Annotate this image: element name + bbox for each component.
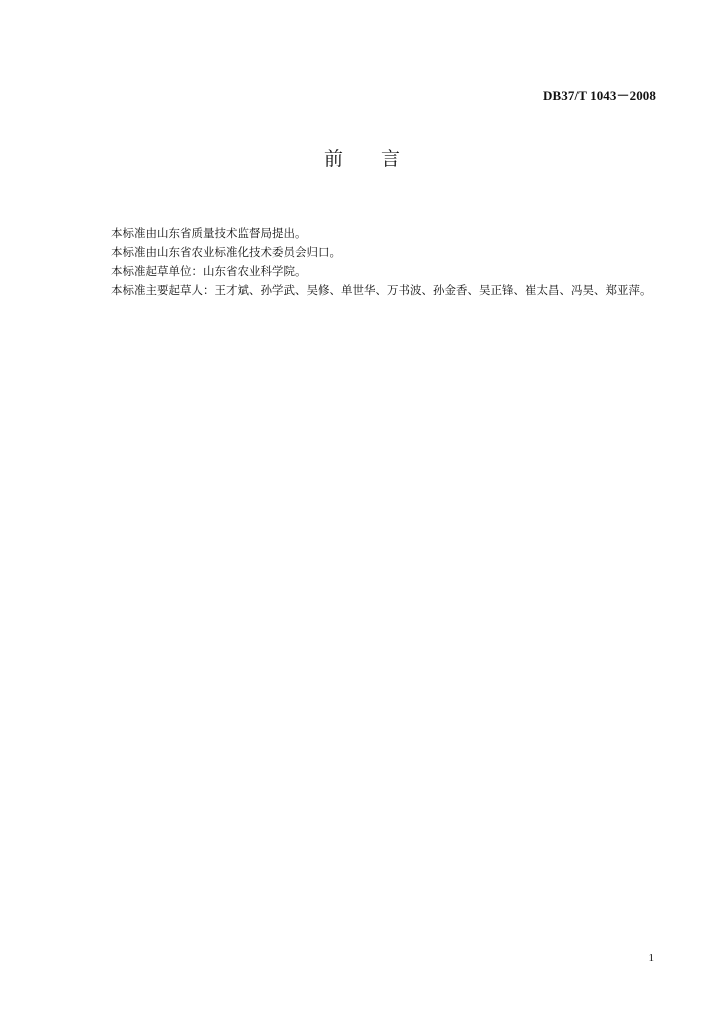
paragraph-centralized-unit: 本标准由山东省农业标准化技术委员会归口。 [111, 245, 341, 259]
paragraph-drafting-unit: 本标准起草单位：山东省农业科学院。 [111, 264, 307, 278]
document-code: DB37/T 1043－2008 [543, 88, 656, 103]
page-number: 1 [648, 952, 654, 964]
foreword-body [88, 224, 656, 300]
paragraph-drafters: 本标准主要起草人：王才斌、孙学武、吴修、单世华、万书波、孙金香、吴正锋、崔太昌、冯昊、郑亚萍。 [111, 283, 652, 297]
page-title: 前 言 [323, 148, 400, 170]
paragraph-proposer: 本标准由山东省质量技术监督局提出。 [111, 226, 307, 240]
